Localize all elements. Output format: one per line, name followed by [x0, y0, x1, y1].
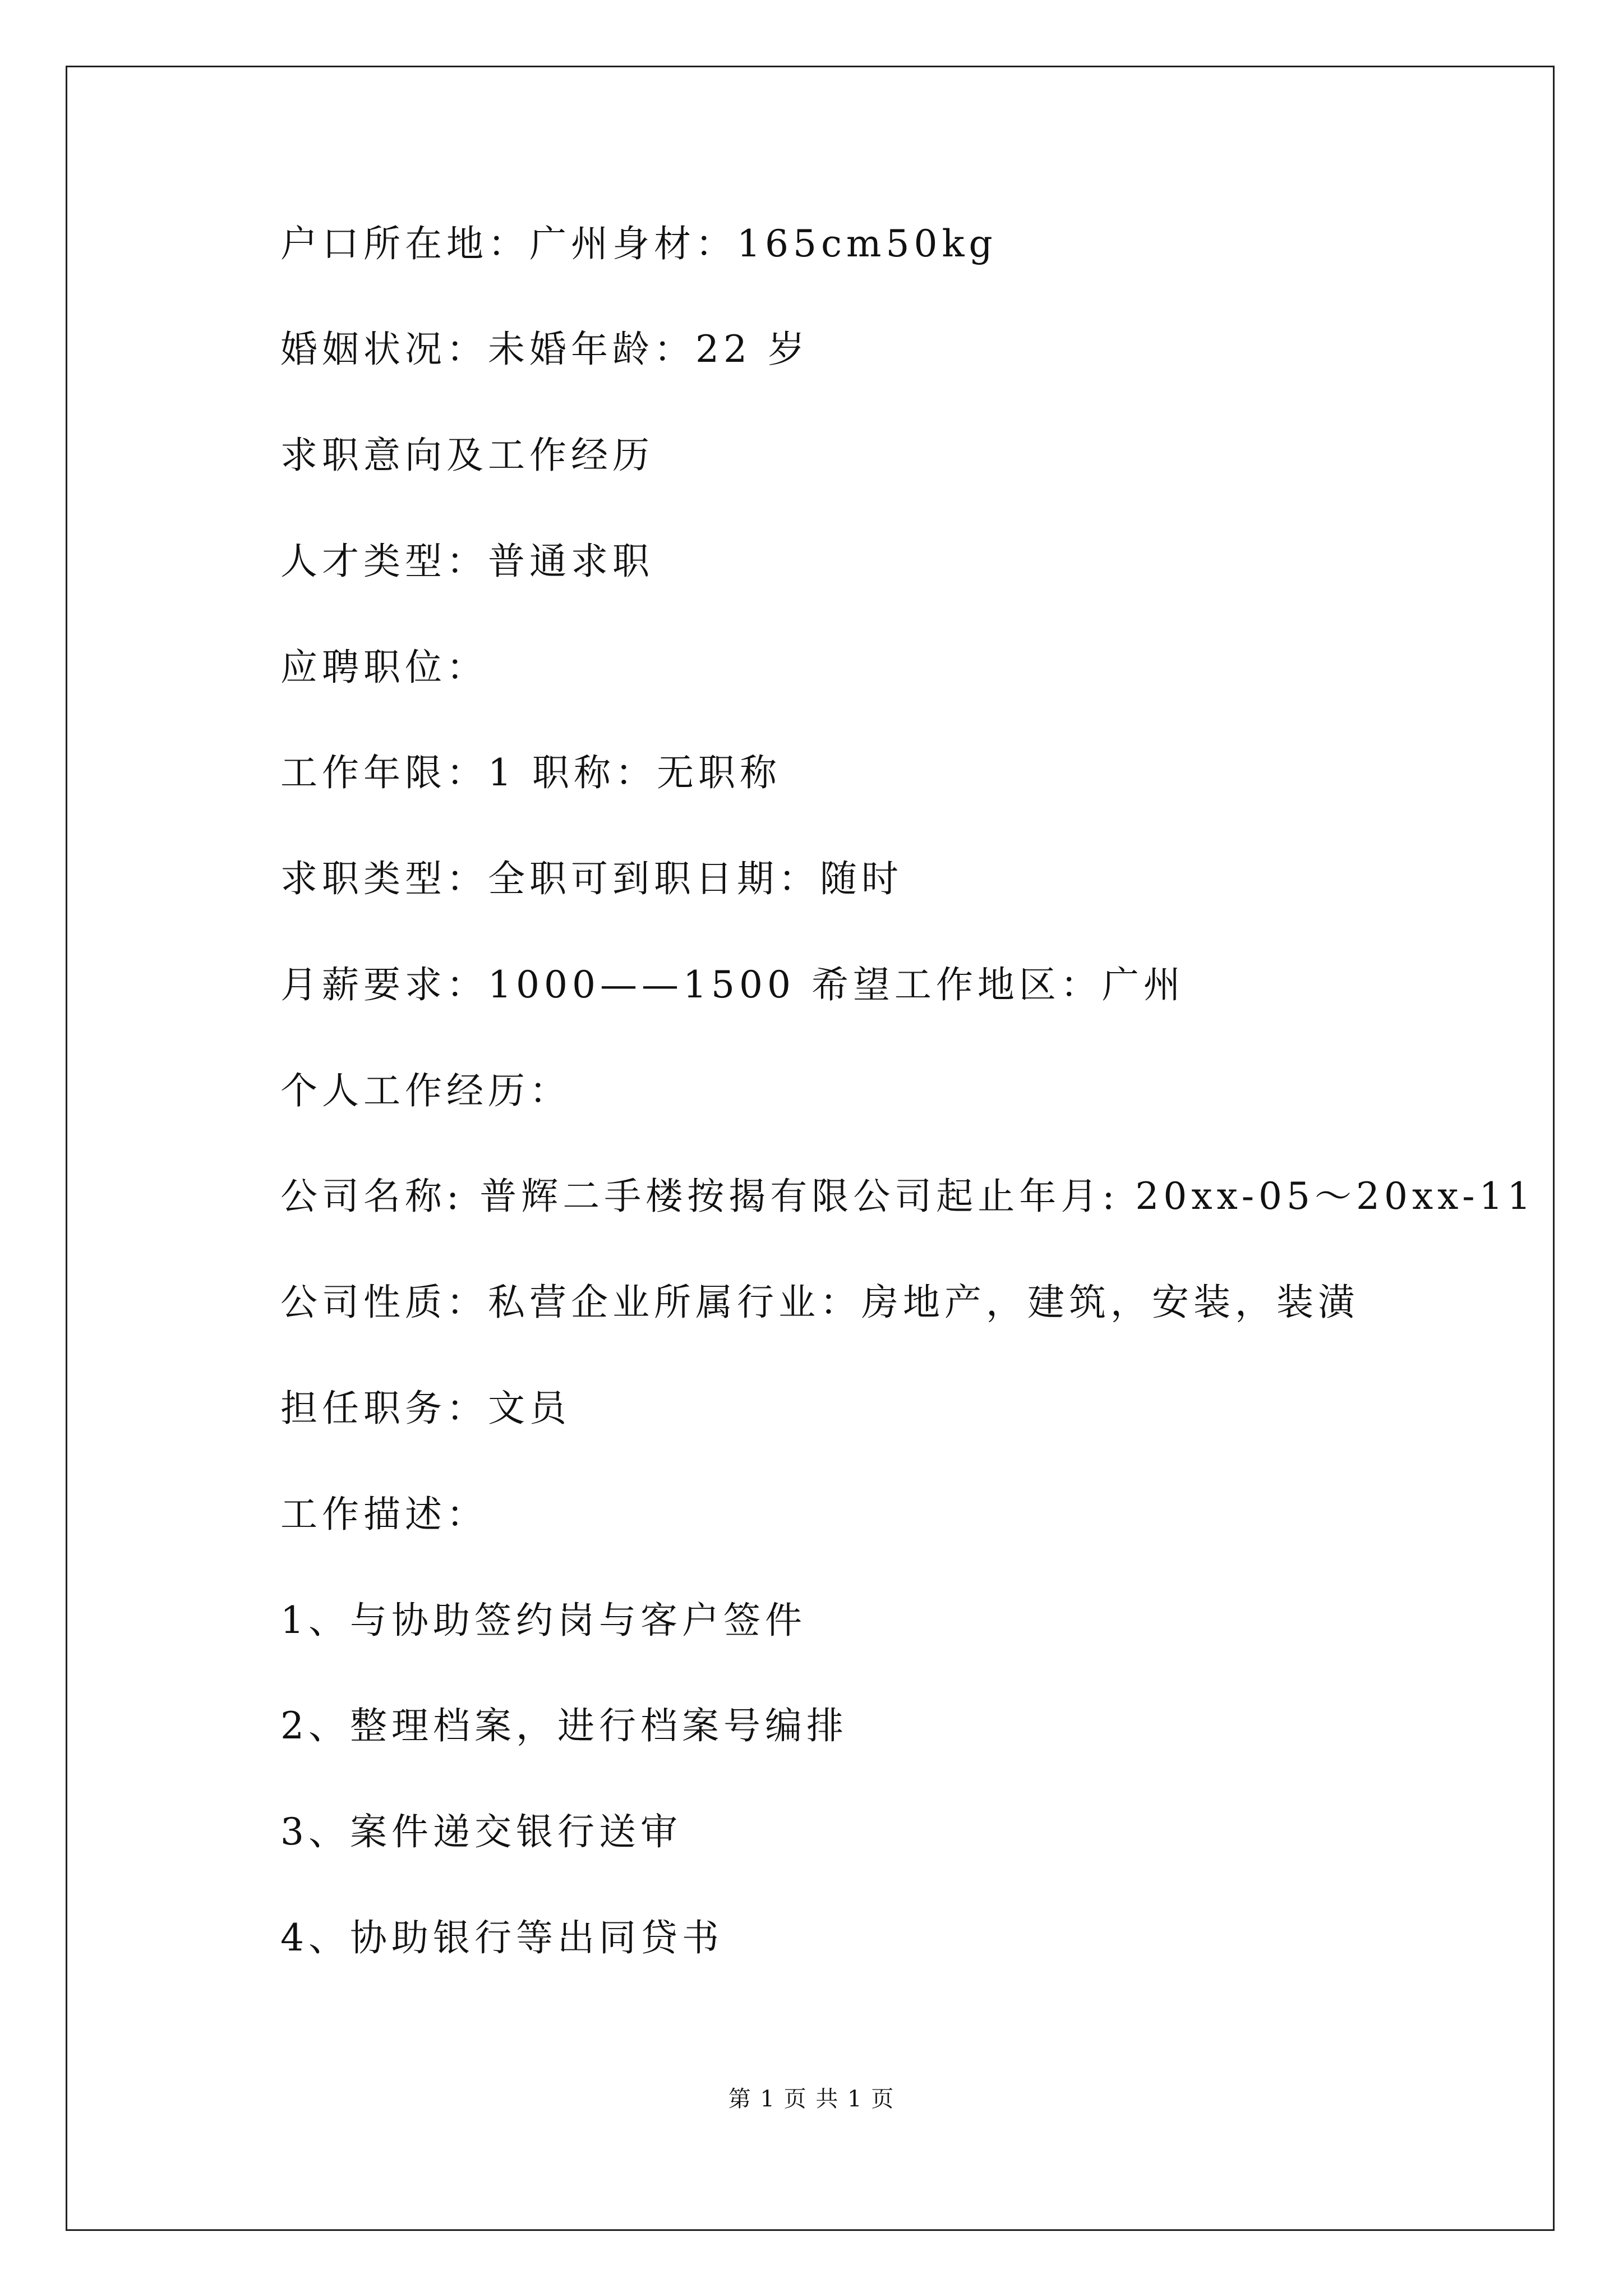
applied-position-line: 应聘职位：	[280, 646, 488, 689]
page-border	[66, 66, 1555, 2231]
job-type-start-date-line: 求职类型：全职可到职日期：随时	[280, 857, 903, 900]
marital-age-line: 婚姻状况：未婚年龄：22 岁	[280, 328, 809, 371]
duty-item-2: 2、整理档案，进行档案号编排	[280, 1704, 848, 1747]
work-years-title-line: 工作年限：1 职称：无职称	[280, 751, 781, 794]
talent-type-line: 人才类型：普通求职	[280, 540, 654, 583]
job-description-heading: 工作描述：	[280, 1493, 488, 1536]
section-heading-work-history: 个人工作经历：	[280, 1069, 571, 1112]
residence-height-weight-line: 户口所在地：广州身材：165cm50kg	[280, 222, 997, 265]
duty-item-1: 1、与协助签约岗与客户签件	[280, 1599, 806, 1642]
duty-item-4: 4、协助银行等出同贷书	[280, 1916, 723, 1959]
company-nature-industry-line: 公司性质：私营企业所属行业：房地产，建筑，安装，装潢	[280, 1281, 1359, 1324]
section-heading-job-intent: 求职意向及工作经历	[280, 434, 654, 477]
company-name-period-line: 公司名称: 普辉二手楼按揭有限公司起止年月: 20xx-05～20xx-11	[280, 1175, 1536, 1218]
duty-item-3: 3、案件递交银行送审	[280, 1810, 682, 1853]
page-number-footer: 第 1 页 共 1 页	[728, 2086, 895, 2112]
salary-location-line: 月薪要求：1000——1500 希望工作地区：广州	[280, 963, 1185, 1006]
position-held-line: 担任职务：文员	[280, 1387, 571, 1430]
